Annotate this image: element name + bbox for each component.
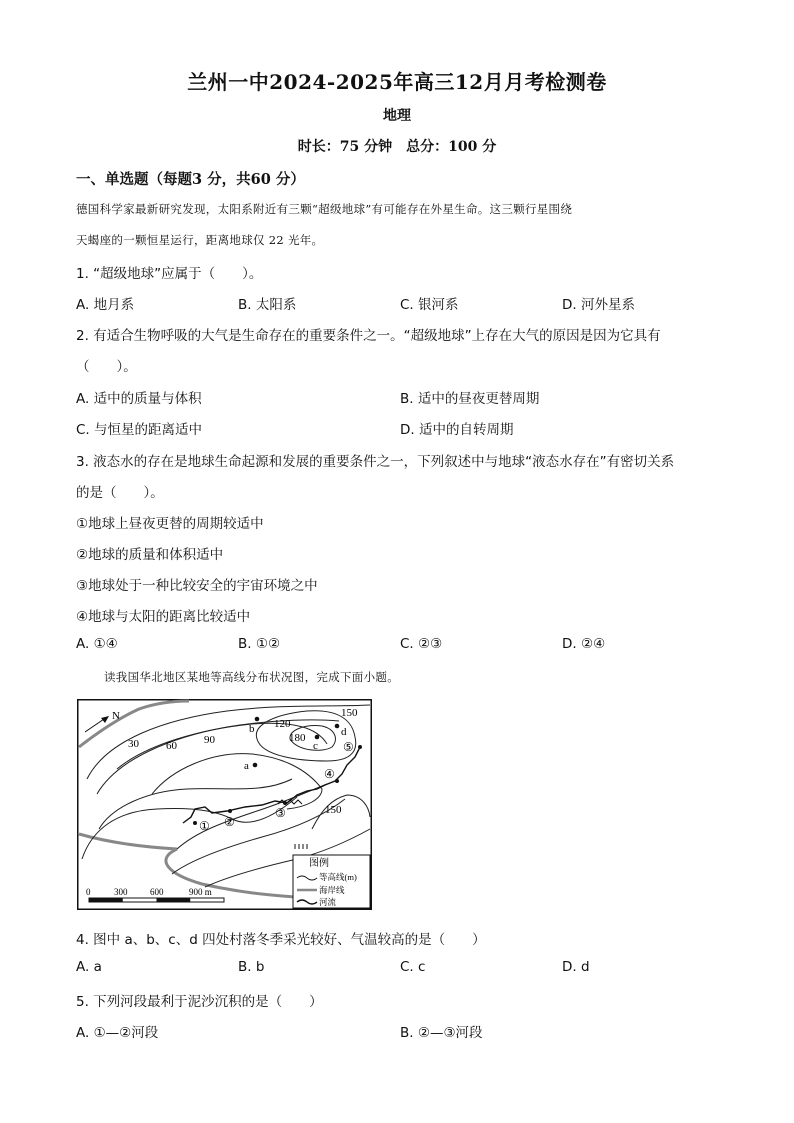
contour-label-90: 90 xyxy=(204,734,215,746)
exam-subject: 地理 xyxy=(383,108,411,124)
question-2-stem-line-2: （ ）。 xyxy=(76,359,137,375)
point-b-label: b xyxy=(249,723,255,735)
question-2-option-d: D. 适中的自转周期 xyxy=(400,422,514,438)
river-mark-3: ③ xyxy=(275,806,286,820)
question-1-option-c: C. 银河系 xyxy=(400,297,459,313)
question-5-stem: 5. 下列河段最利于泥沙沉积的是（ ） xyxy=(76,994,323,1010)
river-mark-2: ② xyxy=(224,815,235,829)
question-1-option-a: A. 地月系 xyxy=(76,297,135,313)
contour-label-150-bottom: 150 xyxy=(325,804,342,816)
scale-label-900: 900 m xyxy=(189,887,212,897)
question-3-option-c: C. ②③ xyxy=(400,636,443,652)
exam-title: 兰州一中2024-2025年高三12月月考检测卷 xyxy=(187,70,607,94)
river-mark-1: ① xyxy=(199,819,210,833)
point-a-label: a xyxy=(244,760,249,772)
question-1-option-b: B. 太阳系 xyxy=(238,297,297,313)
legend-contour: 等高线(m) xyxy=(319,872,357,882)
question-4-option-b: B. b xyxy=(238,959,265,975)
question-4-option-c: C. c xyxy=(400,959,426,975)
question-2-option-b: B. 适中的昼夜更替周期 xyxy=(400,391,540,407)
question-1-stem: 1. “超级地球”应属于（ ）。 xyxy=(76,266,263,282)
question-3-item-2: ②地球的质量和体积适中 xyxy=(76,547,224,563)
contour-label-30: 30 xyxy=(128,738,139,750)
legend-title: 图例 xyxy=(309,858,329,869)
question-2-option-a: A. 适中的质量与体积 xyxy=(76,391,202,407)
passage-1-line-2: 天蝎座的一颗恒星运行，距离地球仅 22 光年。 xyxy=(76,233,324,247)
river-mark-5: ⑤ xyxy=(343,740,354,754)
point-d-label: d xyxy=(341,726,347,738)
section-heading: 一、单选题（每题3 分，共60 分） xyxy=(76,171,305,188)
question-2-stem-line-1: 2. 有适合生物呼吸的大气是生命存在的重要条件之一。“超级地球”上存在大气的原因是因为它具有 xyxy=(76,328,661,344)
passage-1-line-1: 德国科学家最新研究发现，太阳系附近有三颗“超级地球”有可能存在外星生命。这三颗行星围绕 xyxy=(76,202,573,216)
point-c-label: c xyxy=(313,740,318,752)
scale-label-300: 300 xyxy=(114,887,128,897)
question-4-option-d: D. d xyxy=(562,959,590,975)
question-3-option-b: B. ①② xyxy=(238,636,281,652)
question-5-option-b: B. ②—③河段 xyxy=(400,1025,483,1041)
legend-river: 河流 xyxy=(319,897,337,907)
question-4-stem: 4. 图中 a、b、c、d 四处村落冬季采光较好、气温较高的是（ ） xyxy=(76,932,486,948)
question-3-stem-line-2: 的是（ ）。 xyxy=(76,485,164,501)
exam-time-info: 时长：75 分钟 总分：100 分 xyxy=(297,139,497,155)
contour-map-figure xyxy=(77,699,372,910)
question-3-option-a: A. ①④ xyxy=(76,636,118,652)
contour-label-60: 60 xyxy=(166,740,177,752)
question-3-item-3: ③地球处于一种比较安全的宇宙环境之中 xyxy=(76,578,318,594)
legend-coastline: 海岸线 xyxy=(319,885,345,895)
question-4-option-a: A. a xyxy=(76,959,102,975)
map-legend xyxy=(293,855,370,908)
contour-label-120: 120 xyxy=(274,718,291,730)
north-label: N xyxy=(112,710,120,722)
scale-label-0: 0 xyxy=(86,887,91,897)
question-3-item-1: ①地球上昼夜更替的周期较适中 xyxy=(76,516,264,532)
river-mark-4: ④ xyxy=(324,767,335,781)
question-2-option-c: C. 与恒星的距离适中 xyxy=(76,422,203,438)
question-3-option-d: D. ②④ xyxy=(562,636,606,652)
contour-label-150-top: 150 xyxy=(341,707,358,719)
scale-label-600: 600 xyxy=(150,887,164,897)
question-3-item-4: ④地球与太阳的距离比较适中 xyxy=(76,609,251,625)
question-5-option-a: A. ①—②河段 xyxy=(76,1025,159,1041)
passage-2: 读我国华北地区某地等高线分布状况图，完成下面小题。 xyxy=(104,670,399,684)
contour-label-180: 180 xyxy=(289,732,306,744)
question-3-stem-line-1: 3. 液态水的存在是地球生命起源和发展的重要条件之一，下列叙述中与地球“液态水存在”有密切关系 xyxy=(76,454,675,470)
question-1-option-d: D. 河外星系 xyxy=(562,297,635,313)
